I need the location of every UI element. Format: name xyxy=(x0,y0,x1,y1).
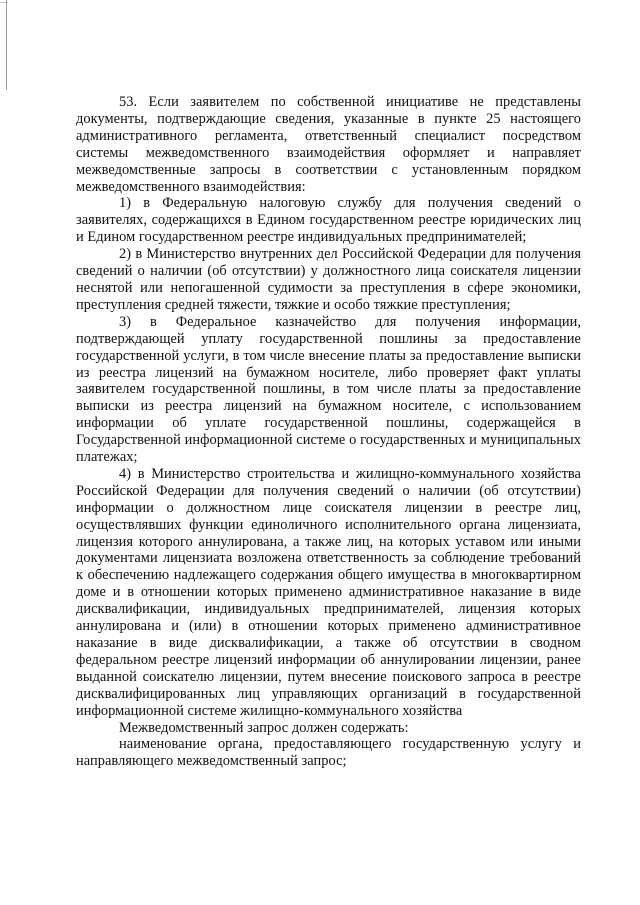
scan-edge-mark xyxy=(6,0,7,90)
request-contents-heading: Межведомственный запрос должен содержать: xyxy=(119,719,409,736)
list-item-3-treasury: 3) в Федеральное казначейство для получения информации, подтверждающей уплату государственной пошлины за предоставление государственной услуги, в том числе внесение платы за предоставление выписки из реестра лицензий на бумажном носителе, либо проверяет факт уплаты заявителем государственной пошлины, в том числе платы за предоставление выписки из реестра лицензий на бумажном носителе, с использованием информации об уплате государственной пошлины, содержащейся в Государственной информационной системе о государственных и муниципальных платежах; xyxy=(76,313,581,466)
scan-edge-mark-top xyxy=(0,2,8,3)
document-body xyxy=(76,94,581,770)
list-item-2-interior-ministry: 2) в Министерство внутренних дел Российской Федерации для получения сведений о наличии (об отсутствии) у должностного лица соискателя лицензии неснятой или непогашенной судимости за преступления в сфере экономики, преступления средней тяжести, тяжкие и особо тяжкие преступления; xyxy=(76,246,581,313)
list-item-4-construction-ministry: 4) в Министерство строительства и жилищно-коммунального хозяйства Российской Федерации для получения сведений о наличии (об отсутствии) информации о должностном лице соискателя лицензии в реестре лиц, осуществлявших функции единоличного исполнительного органа лицензиата, лицензия которого аннулирована, а также лиц, на которых уставом или иными документами лицензиата возложена ответственность за соблюдение требований к обеспечению надлежащего содержания общего имущества в многоквартирном доме и в отношении которых применено административное наказание в виде дисквалификации, индивидуальных предпринимателей, лицензия которых аннулирована и (или) в отношении которых применено административное наказание в виде дисквалификации, а также об отсутствии в сводном федеральном реестре лицензий информации об аннулировании лицензии, ранее выданной соискателю лицензии, путем внесение поискового запроса в реестре дисквалифицированных лиц управляющих организаций в государственной информационной системе жилищно-коммунального хозяйства xyxy=(76,465,581,719)
paragraph-53-intro: 53. Если заявителем по собственной инициативе не представлены документы, подтверждающие сведения, указанные в пункте 25 настоящего административного регламента, ответственный специалист посредством системы межведомственного взаимодействия оформляет и направляет межведомственные запросы в соответствии с установленным порядком межведомственного взаимодействия: xyxy=(76,94,581,195)
request-contents-item-1: наименование органа, предоставляющего государственную услугу и направляющего межведомственный запрос; xyxy=(76,736,581,770)
list-item-1-tax-service: 1) в Федеральную налоговую службу для получения сведений о заявителях, содержащихся в Едином государственном реестре юридических лиц и Едином государственном реестре индивидуальных предпринимателей; xyxy=(76,195,581,246)
